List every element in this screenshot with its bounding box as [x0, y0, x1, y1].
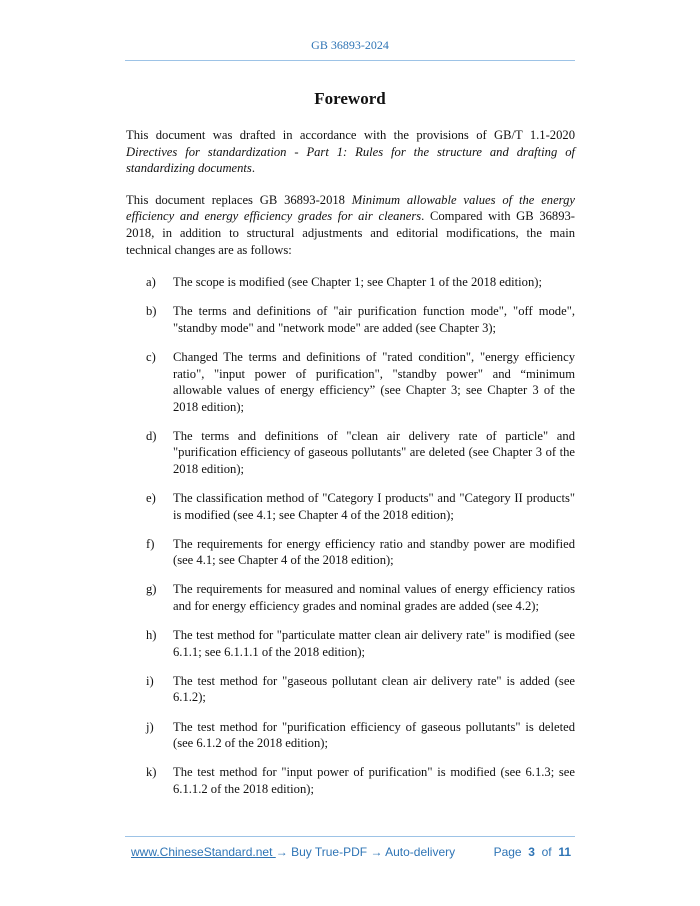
changes-list [126, 274, 575, 797]
list-item-text: The scope is modified (see Chapter 1; see Chapter 1 of the 2018 edition); [173, 275, 542, 290]
list-item [126, 349, 575, 415]
list-item-text: Changed The terms and definitions of "rated condition", "energy efficiency ratio", "input power of purification", "standby power" and “minimum allowable values of energy efficiency” (see Chapter 3; see Chapter 3 of the 2018 edition); [173, 349, 575, 414]
page-title: Foreword [314, 89, 386, 108]
footer-divider [125, 836, 575, 837]
list-item-label: a) [146, 275, 156, 290]
current-page: 3 [528, 845, 535, 859]
list-item-text: The terms and definitions of "air purification function mode", "off mode", "standby mode" and "network mode" are added (see Chapter 3); [173, 304, 575, 335]
list-item-text: The requirements for energy efficiency ratio and standby power are modified (see 4.1; see Chapter 4 of the 2018 edition); [173, 536, 575, 568]
list-item [126, 274, 575, 291]
footer [131, 845, 571, 859]
page-indicator: Page 3 of 11 [493, 845, 571, 859]
list-item [126, 490, 575, 523]
list-item-label: i) [146, 673, 154, 688]
website-link[interactable]: www.ChineseStandard.net [131, 845, 276, 859]
list-item [126, 764, 575, 797]
list-item-label: d) [146, 428, 157, 443]
list-item-text: The classification method of "Category I products" and "Category II products" is modified (see 4.1; see Chapter 4 of the 2018 edition); [173, 491, 575, 522]
list-item-label: b) [146, 304, 157, 319]
list-item-label: j) [146, 719, 154, 734]
list-item-label: f) [146, 536, 155, 551]
paragraph-1: This document was drafted in accordance with the provisions of GB/T 1.1-2020 Directives for standardization - Part 1: Rules for the structure and drafting of standardizing documents. [126, 128, 575, 176]
list-item [126, 303, 575, 336]
list-item-label: e) [146, 491, 156, 506]
list-item-text: The requirements for measured and nominal values of energy efficiency ratios and for energy efficiency grades and nominal grades are added (see 4.2); [173, 582, 575, 614]
list-item [126, 627, 575, 660]
paragraph-2: This document replaces GB 36893-2018 Minimum allowable values of the energy efficiency and energy efficiency grades for air cleaners. Compared with GB 36893-2018, in addition to structural adjustments and editorial modifications, the main technical changes are as follows: [126, 192, 575, 257]
list-item-text: The test method for "input power of purification" is modified (see 6.1.3; see 6.1.1.2 of the 2018 edition); [173, 765, 575, 796]
list-item-text: The terms and definitions of "clean air delivery rate of particle" and "purification efficiency of gaseous pollutants" are deleted (see Chapter 3 of the 2018 edition); [173, 428, 575, 476]
list-item [126, 536, 575, 569]
list-item [126, 719, 575, 752]
promo-text: → Buy True-PDF → Auto-delivery [275, 845, 456, 859]
list-item-label: h) [146, 628, 157, 643]
referenced-title: Directives for standardization - Part 1: Rules for the structure and drafting of standardizing documents [126, 144, 575, 176]
list-item [126, 428, 575, 478]
referenced-title: Minimum allowable values of the energy efficiency and energy efficiency grades for air cleaners [126, 192, 575, 224]
list-item-label: k) [146, 765, 157, 780]
list-item-text: The test method for "gaseous pollutant clean air delivery rate" is added (see 6.1.2); [173, 673, 575, 705]
total-pages: 11 [558, 845, 571, 859]
list-item-label: c) [146, 349, 156, 364]
list-item-text: The test method for "purification efficiency of gaseous pollutants" is deleted (see 6.1.2 of the 2018 edition); [173, 719, 575, 751]
list-item-text: The test method for "particulate matter clean air delivery rate" is modified (see 6.1.1; see 6.1.1.1 of the 2018 edition); [173, 628, 575, 659]
foreword-body [126, 127, 575, 810]
document-number-header: GB 36893-2024 [311, 38, 389, 52]
list-item [126, 673, 575, 706]
list-item-label: g) [146, 582, 157, 597]
header-divider [125, 60, 575, 61]
list-item [126, 581, 575, 614]
